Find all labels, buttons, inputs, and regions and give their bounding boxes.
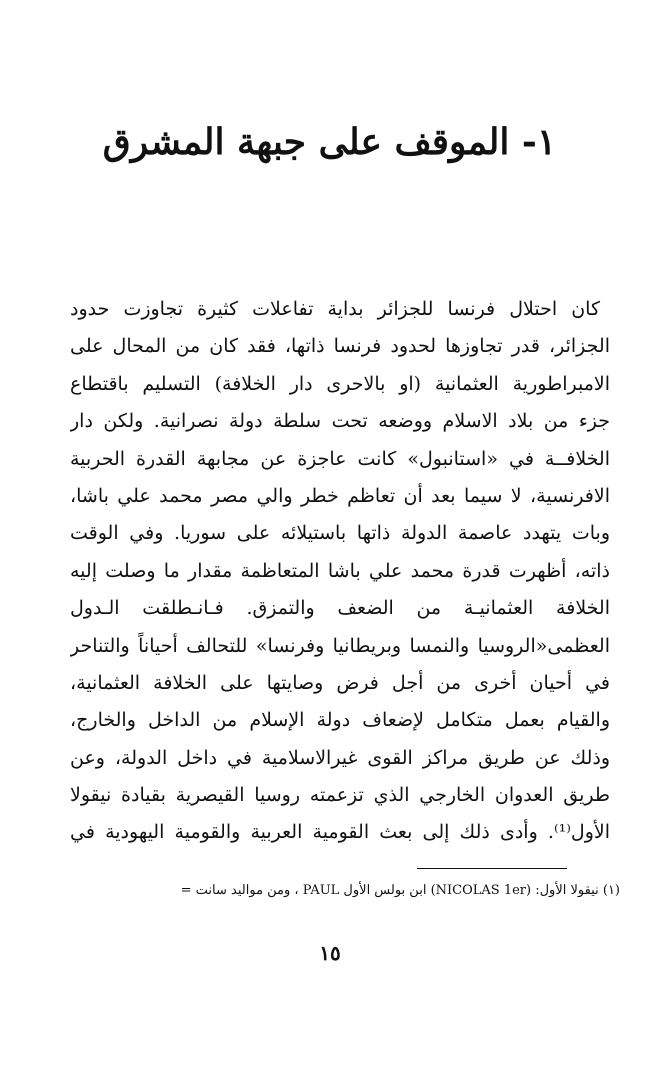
text-line: والقيام بعمل متكامل لإضعاف دولة الإسلام من الداخل والخارج،: [70, 709, 610, 732]
text-line: طريق العدوان الخارجي الذي تزعمته روسيا القيصرية بقيادة نيقولا: [70, 784, 610, 807]
text-line: في أحيان أخرى من أجل فرض وصايتها على الخلافة العثمانية،: [70, 671, 610, 694]
footnote: (١) نيقولا الأول: (NICOLAS 1er) ابن بولس الأول PAUL ، ومن مواليد سانت =: [180, 883, 620, 898]
body-paragraph: [70, 291, 610, 852]
text-line: وذلك عن طريق مراكز القوى غيرالاسلامية في داخل الدولة، وعن: [70, 746, 610, 769]
text-line: جزء من بلاد الاسلام ووضعه تحت سلطة دولة نصرانية. ولكن دار: [70, 410, 610, 433]
text-line: الجزائر، قدر تجاوزها لحدود فرنسا ذاتها، فقد كان من المحال على: [70, 335, 610, 358]
text-line: العظمى«الروسيا والنمسا وبريطانيا وفرنسا» للتحالف أحياناً والتناحر: [70, 634, 610, 657]
text-line: الخلافة العثمانيـة من الضعف والتمزق. فـانـطلقت الـدول: [70, 597, 610, 620]
footnote-divider: [417, 868, 567, 869]
text-line: الأول⁽¹⁾. وأدى ذلك إلى بعث القومية العربية والقومية اليهودية في: [70, 821, 610, 844]
text-line: وبات يتهدد عاصمة الدولة ذاتها باستيلائه على سوريا. وفي الوقت: [70, 522, 610, 545]
text-line: كان احتلال فرنسا للجزائر بداية تفاعلات كثيرة تجاوزت حدود: [70, 298, 600, 320]
page-number: ١٥: [319, 941, 341, 965]
chapter-title: ١- الموقف على جبهة المشرق: [102, 121, 557, 163]
text-line: الامبراطورية العثمانية (او بالاحرى دار الخلافة) التسليم باقتطاع: [70, 372, 610, 395]
text-line: ذاته، أظهرت قدرة محمد علي باشا المتعاظمة مقدار ما وصلت إليه: [70, 559, 610, 582]
text-line: الافرنسية، لا سيما بعد أن تعاظم خطر والي مصر محمد علي باشا،: [70, 484, 610, 507]
text-line: الخلافــة في «استانبول» كانت عاجزة عن مجابهة القدرة الحربية: [70, 447, 610, 470]
